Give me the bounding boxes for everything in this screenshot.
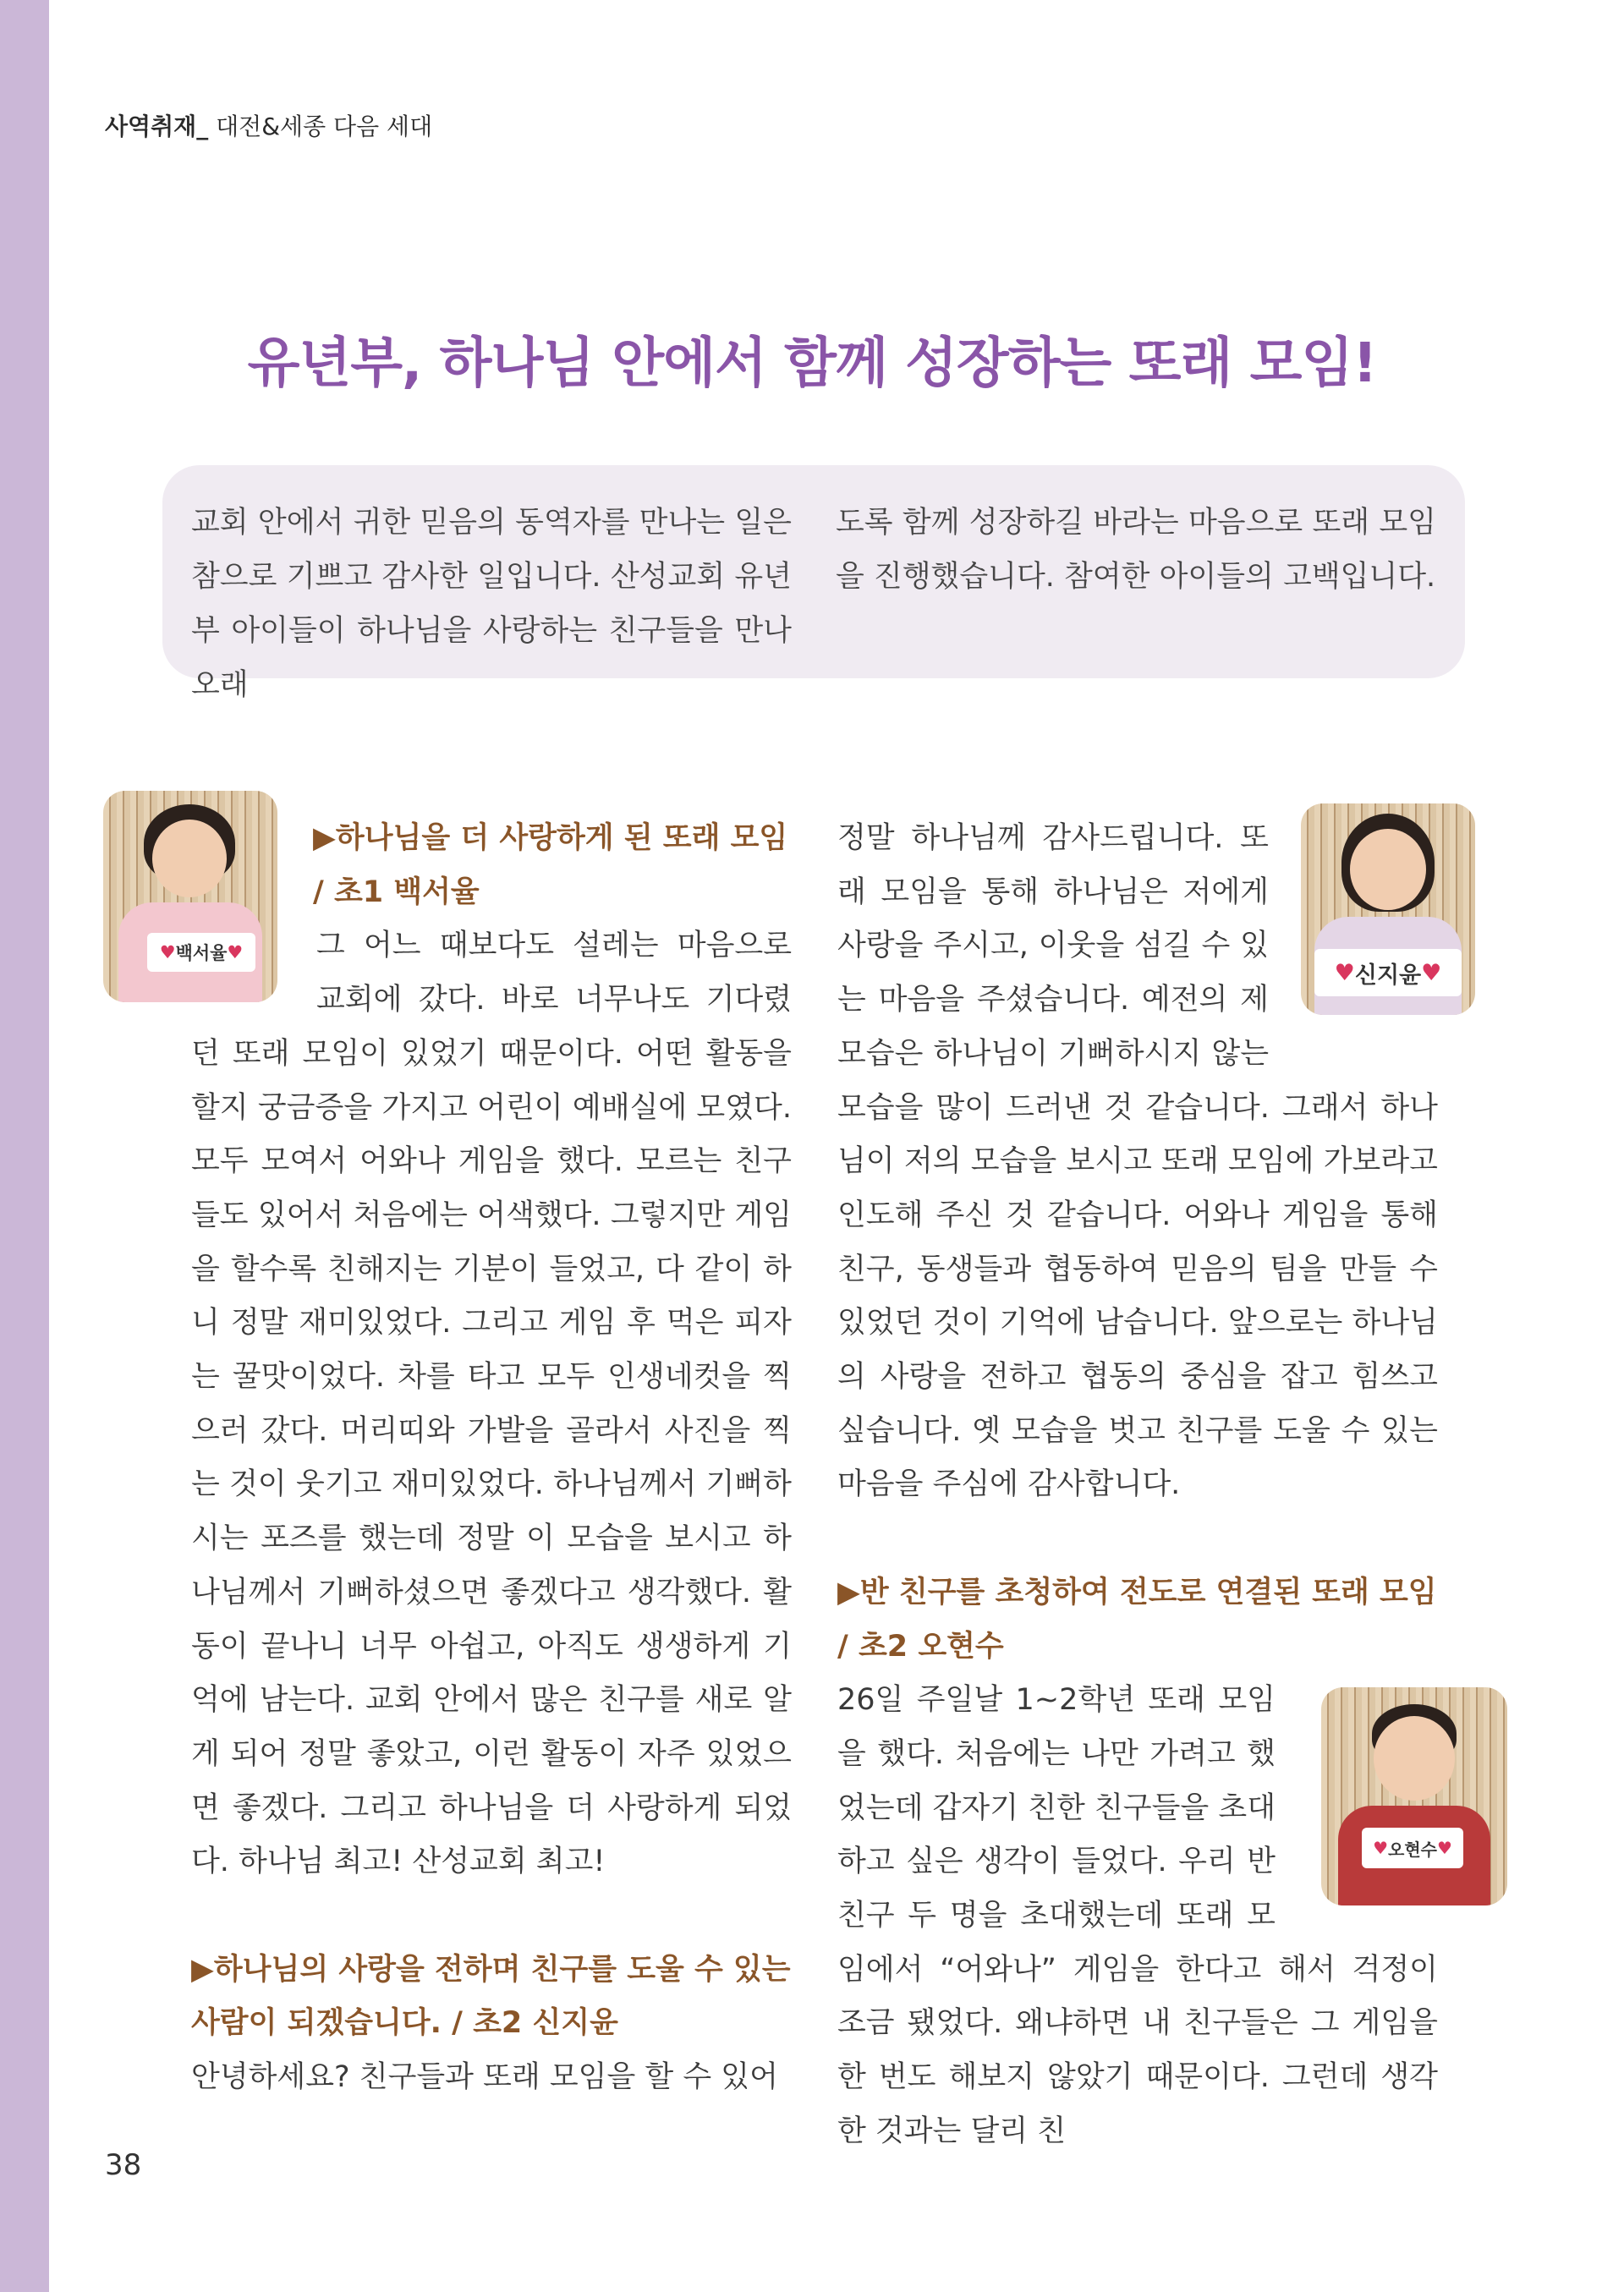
article3-heading-line2: / 초2 오현수 [837,1629,1004,1664]
name-sign-1-text: 백서율 [175,943,228,963]
name-sign-3-text: 오현수 [1388,1839,1437,1860]
article3-heading-line1: ▶반 친구를 초청하여 전도로 연결된 또래 모임 [837,1575,1437,1609]
name-sign-2: ♥ 신지윤 ♥ [1314,949,1462,996]
photo2-wrap-spacer [1269,812,1438,1081]
name-sign-3: ♥ 오현수 ♥ [1362,1828,1463,1868]
article2-body-start: 안녕하세요? 친구들과 또래 모임을 할 수 있어 [191,2060,778,2095]
photo1-wrap-spacer [191,919,316,1027]
right-column [837,812,1438,2159]
photo3-wrap-spacer [1276,1674,1438,1943]
article2-body-cont: 정말 하나님께 감사드립니다. 또래 모임을 통해 하나님은 저에게 사랑을 주시고, 이웃을 섬길 수 있는 마음을 주셨습니다. 예전의 제 모습은 하나님이 기뻐하시지 않는 모습을 많이 드러낸 것 같습니다. 그래서 하나님이 저의 모습을 보시고 또래 모임에 가보라고 인도해 주신 것 같습니다. 어와나 게임을 통해 친구, 동생들과 협동하여 믿음의 팀을 만들 수 있었던 것이 기억에 남습니다. 앞으로는 하나님의 사랑을 전하고 협동의 중심을 잡고 힘쓰고 싶습니다. 옛 모습을 벗고 친구를 도울 수 있는 마음을 주심에 감사합니다. [837,821,1438,1502]
left-column [191,812,792,2105]
section-label [105,108,432,142]
article3-body: 26일 주일날 1~2학년 또래 모임을 했다. 처음에는 나만 가려고 했었는데 갑자기 친한 친구들을 초대하고 싶은 생각이 들었다. 우리 반 친구 두 명을 초대했는데 또래 모임에서 “어와나” 게임을 한다고 해서 걱정이 조금 됐었다. 왜냐하면 내 친구들은 그 게임을 한 번도 해보지 않았기 때문이다. 그런데 생각한 것과는 달리 친 [837,1683,1438,2148]
article1-heading-line2: / 초1 백서율 [313,875,480,909]
name-sign-2-text: 신지윤 [1354,962,1422,989]
section-category: 사역취재_ [105,112,209,140]
intro-box [162,465,1465,702]
intro-text-right: 도록 함께 성장하길 바라는 마음으로 또래 모임을 진행했습니다. 참여한 아이들의 고백입니다. [836,506,1436,594]
section-subtitle: 대전&세종 다음 세대 [216,112,433,140]
article1-heading-line1: ▶하나님을 더 사랑하게 된 또래 모임 [313,821,788,855]
page-number: 38 [105,2148,142,2182]
article2-heading: ▶하나님의 사랑을 전하며 친구를 도울 수 있는 사람이 되겠습니다. / 초2 신지윤 [191,1952,791,2041]
article1-body: 그 어느 때보다도 설레는 마음으로 교회에 갔다. 바로 너무나도 기다렸던 또래 모임이 있었기 때문이다. 어떤 활동을 할지 궁금증을 가지고 어린이 예배실에 모였다. 모두 모여서 어와나 게임을 했다. 모르는 친구들도 있어서 처음에는 어색했다. 그렇지만 게임을 할수록 친해지는 기분이 들었고, 다 같이 하니 정말 재미있었다. 그리고 게임 후 먹은 피자는 꿀맛이었다. 차를 타고 모두 인생네컷을 찍으러 갔다. 머리띠와 가발을 골라서 사진을 찍는 것이 웃기고 재미있었다. 하나님께서 기뻐하시는 포즈를 했는데 정말 이 모습을 보시고 하나님께서 기뻐하셨으면 좋겠다고 생각했다. 활동이 끝나니 너무 아쉽고, 아직도 생생하게 기억에 남는다. 교회 안에서 많은 친구를 새로 알게 되어 정말 좋았고, 이런 활동이 자주 있었으면 좋겠다. 그리고 하나님을 더 사랑하게 되었다. 하나님 최고! 산성교회 최고! [191,929,792,1879]
name-sign-1: ♥ 백서율 ♥ [147,933,255,972]
intro-text-left: 교회 안에서 귀한 믿음의 동역자를 만나는 일은 참으로 기쁘고 감사한 일입니다. 산성교회 유년부 아이들이 하나님을 사랑하는 친구들을 만나 오래 [191,506,792,702]
page-title: 유년부, 하나님 안에서 함께 성장하는 또래 모임! [247,332,1377,395]
